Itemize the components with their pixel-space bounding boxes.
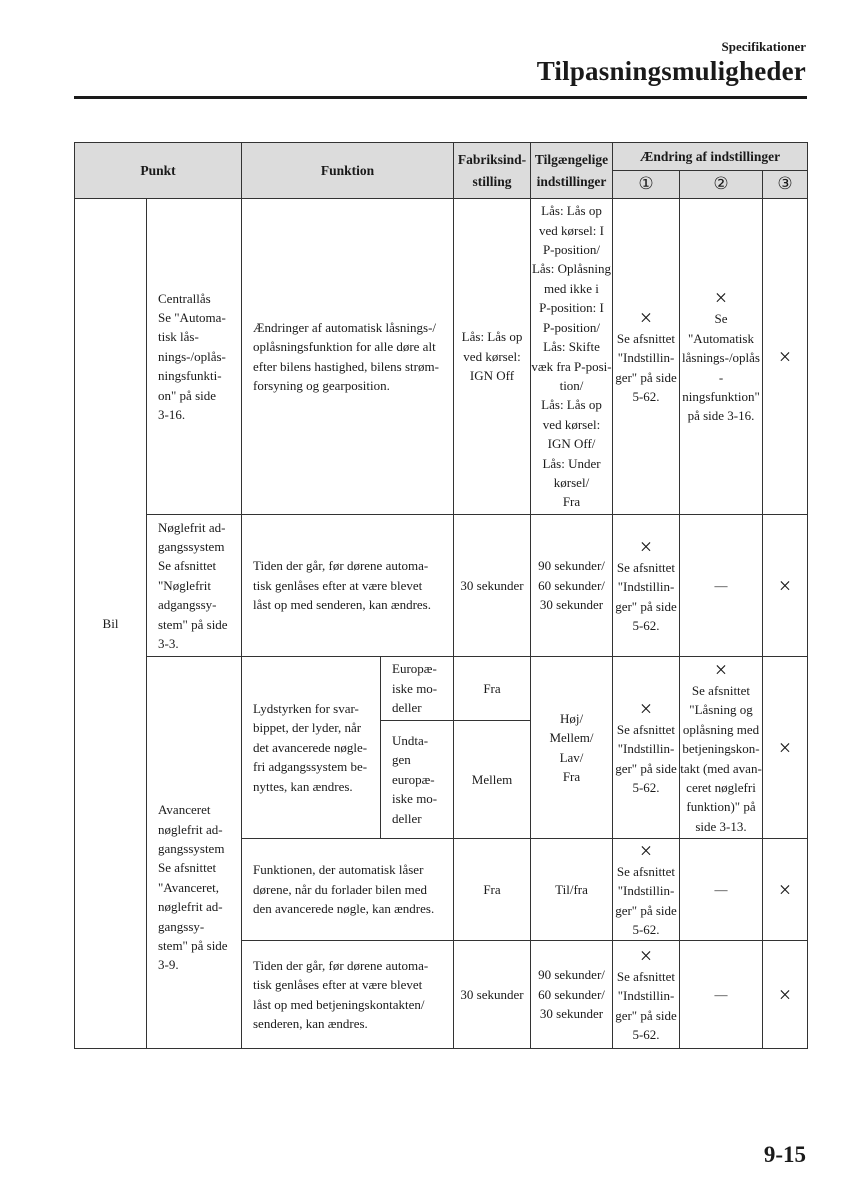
cross-icon: × xyxy=(778,876,792,902)
function-keyless-entry: Tiden der går, før dørene automa- tisk genlåses efter at være blevet låst op med senderen, kan ændres. xyxy=(242,515,454,657)
cross-icon: × xyxy=(714,285,728,311)
header-factory-setting: Fabriksind- stilling xyxy=(454,143,531,199)
section-label: Specifikationer xyxy=(721,39,806,54)
header-change-settings: Ændring af indstillinger xyxy=(613,143,808,171)
method3-central-lock xyxy=(763,199,808,515)
cross-icon: × xyxy=(639,533,653,559)
header-function: Funktion xyxy=(242,143,454,199)
factory-keyless-entry: 30 sekunder xyxy=(454,515,531,657)
group-label-car: Bil xyxy=(75,199,147,1049)
factory-advanced-autolock: Fra xyxy=(454,839,531,941)
dash-icon: — xyxy=(714,577,728,593)
header-method-1: ① xyxy=(613,171,680,199)
table-row-keyless-entry xyxy=(75,515,808,657)
table-row-advanced-volume-eu xyxy=(75,657,808,721)
function-advanced-relock: Tiden der går, før dørene automa- tisk genlåses efter at være blevet låst op med betjeningskontakten/ senderen, kan ændres. xyxy=(242,941,454,1049)
method3-keyless-entry xyxy=(763,515,808,657)
header-row-1 xyxy=(75,143,808,171)
factory-advanced-relock: 30 sekunder xyxy=(454,941,531,1049)
title-rule xyxy=(74,96,807,99)
cross-icon: × xyxy=(778,343,792,369)
item-keyless-entry: Nøglefrit ad- gangssystem Se afsnittet "Nøglefrit adgangssy- stem" på side 3-3. xyxy=(147,515,242,657)
factory-advanced-volume-eu: Fra xyxy=(454,657,531,721)
cross-icon: × xyxy=(639,695,653,721)
method2-advanced-volume: × Se afsnittet "Låsning og oplåsning med betjeningskon- takt (med avan- ceret nøglefri funktion)" på side 3-13. xyxy=(680,657,763,839)
available-advanced-relock: 90 sekunder/ 60 sekunder/ 30 sekunder xyxy=(531,941,613,1049)
factory-advanced-volume-other: Mellem xyxy=(454,721,531,839)
dash-icon: — xyxy=(714,881,728,897)
method2-central-lock: × Se "Automatisk låsnings-/oplås- ningsfunktion" på side 3-16. xyxy=(680,199,763,515)
cross-icon: × xyxy=(639,942,653,968)
table-row-central-lock xyxy=(75,199,808,515)
item-advanced-keyless: Avanceret nøglefrit ad- gangssystem Se afsnittet "Avanceret, nøglefrit ad- gangssy- stem" på side 3-9. xyxy=(147,657,242,1049)
header-available-settings: Tilgængelige indstillinger xyxy=(531,143,613,199)
method2-advanced-autolock xyxy=(680,839,763,941)
cross-icon: × xyxy=(639,837,653,863)
item-central-lock: Centrallås Se "Automa- tisk lås- nings-/oplås- ningsfunkti- on" på side 3-16. xyxy=(147,199,242,515)
header-method-2: ② xyxy=(680,171,763,199)
cross-icon: × xyxy=(639,304,653,330)
region-non-european: Undta- gen europæ- iske mo- deller xyxy=(381,721,454,839)
header-item: Punkt xyxy=(75,143,242,199)
cross-icon: × xyxy=(778,734,792,760)
cross-icon: × xyxy=(778,981,792,1007)
method3-advanced-relock xyxy=(763,941,808,1049)
method1-advanced-relock: × Se afsnittet "Indstillin- ger" på side 5-62. xyxy=(613,941,680,1049)
available-advanced-autolock: Til/fra xyxy=(531,839,613,941)
available-central-lock: Lås: Lås op ved kørsel: I P-position/ Lås: Oplåsning med ikke i P-position: I P-position/ Lås: Skifte væk fra P-posi- tion/ Lås: Lås op ved kørsel: IGN Off/ Lås: Under kørsel/ Fra xyxy=(531,199,613,515)
method1-advanced-volume: × Se afsnittet "Indstillin- ger" på side 5-62. xyxy=(613,657,680,839)
customization-table xyxy=(74,142,808,1049)
method1-advanced-autolock: × Se afsnittet "Indstillin- ger" på side 5-62. xyxy=(613,839,680,941)
function-central-lock: Ændringer af automatisk låsnings-/ oplåsningsfunktion for alle døre alt efter bilens hastighed, bilens strøm- forsyning og gearposition. xyxy=(242,199,454,515)
function-advanced-volume: Lydstyrken for svar- bippet, der lyder, når det avancerede nøgle- fri adgangssystem be- nyttes, kan ændres. xyxy=(242,657,381,839)
page-title: Tilpasningsmuligheder xyxy=(536,56,806,86)
cross-icon: × xyxy=(714,656,728,682)
method1-keyless-entry: × Se afsnittet "Indstillin- ger" på side 5-62. xyxy=(613,515,680,657)
function-advanced-autolock: Funktionen, der automatisk låser dørene, når du forlader bilen med den avancerede nøgle, kan ændres. xyxy=(242,839,454,941)
header-method-3: ③ xyxy=(763,171,808,199)
method1-central-lock: × Se afsnittet "Indstillin- ger" på side 5-62. xyxy=(613,199,680,515)
dash-icon: — xyxy=(714,986,728,1002)
method3-advanced-volume xyxy=(763,657,808,839)
available-keyless-entry: 90 sekunder/ 60 sekunder/ 30 sekunder xyxy=(531,515,613,657)
cross-icon: × xyxy=(778,572,792,598)
page-number: 9-15 xyxy=(763,1142,806,1167)
method2-keyless-entry xyxy=(680,515,763,657)
available-advanced-volume: Høj/ Mellem/ Lav/ Fra xyxy=(531,657,613,839)
factory-central-lock: Lås: Lås op ved kørsel: IGN Off xyxy=(454,199,531,515)
method3-advanced-autolock xyxy=(763,839,808,941)
method2-advanced-relock xyxy=(680,941,763,1049)
region-european: Europæ- iske mo- deller xyxy=(381,657,454,721)
